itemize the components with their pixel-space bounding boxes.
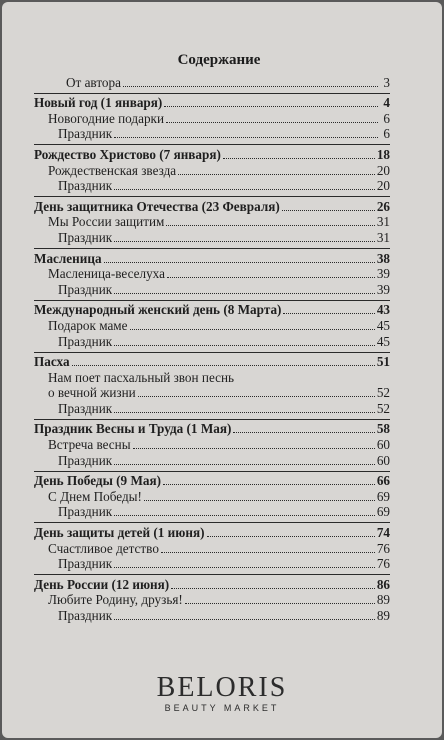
watermark-tagline: BEAUTY MARKET — [164, 703, 280, 713]
dot-leader — [223, 157, 375, 159]
toc-entry — [34, 281, 390, 297]
dot-leader — [114, 188, 375, 190]
toc-entry-text: День защиты детей (1 июня) — [34, 525, 205, 541]
toc-entry-text: Масленица — [34, 250, 102, 266]
table-of-contents — [34, 50, 390, 623]
toc-entry-text: День защитника Отечества (23 Февраля) — [34, 198, 280, 214]
toc-section-heading — [34, 196, 390, 214]
toc-entry — [34, 452, 390, 468]
dot-leader — [171, 587, 375, 589]
toc-page-number: 52 — [376, 400, 390, 416]
toc-entry — [34, 540, 390, 556]
toc-page-number: 45 — [376, 317, 390, 333]
toc-entry — [34, 369, 390, 385]
page-title: Содержание — [177, 52, 261, 68]
toc-page-number: 60 — [376, 452, 390, 468]
dot-leader — [104, 261, 375, 263]
toc-section-heading — [34, 471, 390, 489]
toc-entry — [34, 556, 390, 572]
toc-entry-text: Пасха — [34, 354, 70, 370]
toc-section-heading — [34, 352, 390, 370]
dot-leader — [114, 463, 375, 465]
toc-entry-text: Праздник Весны и Труда (1 Мая) — [34, 421, 232, 437]
dot-leader — [166, 224, 374, 226]
toc-page-number: 51 — [376, 354, 390, 370]
toc-entry-text: День Победы (9 Мая) — [34, 473, 162, 489]
toc-page-number: 69 — [376, 488, 390, 504]
toc-entry — [34, 266, 390, 282]
toc-entry — [34, 74, 390, 90]
dot-leader — [114, 240, 375, 242]
toc-entry-text: Рождественская звезда — [48, 162, 177, 178]
dot-leader — [72, 364, 375, 366]
toc-page-number: 86 — [376, 576, 390, 592]
toc-entry-text: Рождество Христово (7 января) — [34, 146, 221, 162]
dot-leader — [114, 566, 375, 568]
toc-entry-text: о вечной жизни — [48, 385, 136, 401]
book-page — [2, 2, 442, 738]
toc-entry — [34, 317, 390, 333]
dot-leader — [114, 514, 375, 516]
toc-entry-text: Праздник — [58, 400, 113, 416]
toc-page-number: 38 — [376, 250, 390, 266]
dot-leader — [166, 121, 378, 123]
toc-entry — [34, 488, 390, 504]
dot-leader — [163, 483, 375, 485]
toc-entry — [34, 162, 390, 178]
toc-entry — [34, 126, 390, 142]
toc-page-number: 6 — [383, 110, 390, 126]
toc-list — [34, 74, 390, 623]
toc-entry-text: Праздник — [58, 452, 113, 468]
dot-leader — [185, 602, 375, 604]
toc-page-number: 18 — [376, 146, 390, 162]
toc-section-heading — [34, 93, 390, 111]
dot-leader — [283, 312, 374, 314]
toc-page-number: 45 — [376, 333, 390, 349]
toc-page-number: 20 — [376, 162, 390, 178]
toc-entry-text: Праздник — [58, 504, 113, 520]
watermark-logo — [2, 674, 442, 714]
toc-entry — [34, 607, 390, 623]
dot-leader — [123, 85, 378, 87]
toc-entry — [34, 385, 390, 401]
toc-entry-text: С Днем Победы! — [48, 488, 142, 504]
toc-entry — [34, 333, 390, 349]
toc-entry-text: Встреча весны — [48, 437, 131, 453]
dot-leader — [114, 344, 375, 346]
toc-entry-text: Праздник — [58, 281, 113, 297]
toc-section-heading — [34, 248, 390, 266]
toc-entry — [34, 400, 390, 416]
toc-section-heading — [34, 522, 390, 540]
toc-page-number: 31 — [376, 214, 390, 230]
toc-page-number: 20 — [376, 178, 390, 194]
toc-entry — [34, 229, 390, 245]
toc-section-heading — [34, 574, 390, 592]
toc-entry — [34, 110, 390, 126]
toc-section-heading — [34, 300, 390, 318]
dot-leader — [114, 292, 375, 294]
toc-entry-text: Праздник — [58, 556, 113, 572]
toc-entry — [34, 214, 390, 230]
toc-page-number: 76 — [376, 540, 390, 556]
toc-page-number: 69 — [376, 504, 390, 520]
toc-entry-text: Праздник — [58, 333, 113, 349]
toc-entry — [34, 178, 390, 194]
toc-page-number: 58 — [376, 421, 390, 437]
toc-page-number: 31 — [376, 229, 390, 245]
dot-leader — [207, 535, 375, 537]
watermark-brand: BELORIS — [156, 672, 288, 703]
toc-page-number: 89 — [376, 608, 390, 623]
toc-entry — [34, 504, 390, 520]
toc-entry-text: Нам поет пасхальный звон песнь — [48, 369, 235, 385]
toc-entry-text: Мы России защитим — [48, 214, 165, 230]
dot-leader — [233, 431, 374, 433]
dot-leader — [161, 551, 375, 553]
toc-entry-text: Масленица-веселуха — [48, 266, 165, 282]
toc-page-number: 6 — [383, 126, 390, 142]
dot-leader — [178, 173, 375, 175]
toc-page-number: 66 — [376, 473, 390, 489]
toc-page-number: 3 — [383, 74, 390, 90]
toc-entry-text: Любите Родину, друзья! — [48, 592, 183, 608]
toc-section-heading — [34, 144, 390, 162]
toc-entry-text: Новый год (1 января) — [34, 95, 163, 111]
dot-leader — [114, 618, 375, 620]
dot-leader — [282, 209, 375, 211]
dot-leader — [130, 328, 375, 330]
toc-entry-text: День России (12 июня) — [34, 576, 170, 592]
toc-entry-text: Праздник — [58, 608, 113, 623]
toc-page-number: 76 — [376, 556, 390, 572]
toc-entry — [34, 436, 390, 452]
dot-leader — [164, 105, 378, 107]
toc-page-number: 60 — [376, 437, 390, 453]
toc-page-number: 39 — [376, 281, 390, 297]
toc-entry-text: Новогодние подарки — [48, 110, 165, 126]
dot-leader — [133, 447, 375, 449]
toc-entry-text: Подарок маме — [48, 317, 128, 333]
toc-entry-text: Праздник — [58, 229, 113, 245]
dot-leader — [167, 276, 375, 278]
toc-entry-text: Праздник — [58, 126, 113, 142]
toc-entry — [34, 592, 390, 608]
toc-page-number: 4 — [383, 95, 390, 111]
toc-entry-text: От автора — [66, 74, 121, 90]
dot-leader — [144, 499, 375, 501]
toc-page-number: 52 — [376, 385, 390, 401]
dot-leader — [114, 136, 378, 138]
dot-leader — [138, 395, 375, 397]
toc-page-number: 89 — [376, 592, 390, 608]
toc-page-number: 43 — [376, 302, 390, 318]
toc-entry-text: Счастливое детство — [48, 540, 159, 556]
toc-entry-text: Праздник — [58, 178, 113, 194]
dot-leader — [114, 411, 375, 413]
toc-page-number: 74 — [376, 525, 390, 541]
toc-section-heading — [34, 419, 390, 437]
toc-page-number: 26 — [376, 198, 390, 214]
toc-page-number: 39 — [376, 266, 390, 282]
toc-entry-text: Международный женский день (8 Марта) — [34, 302, 282, 318]
